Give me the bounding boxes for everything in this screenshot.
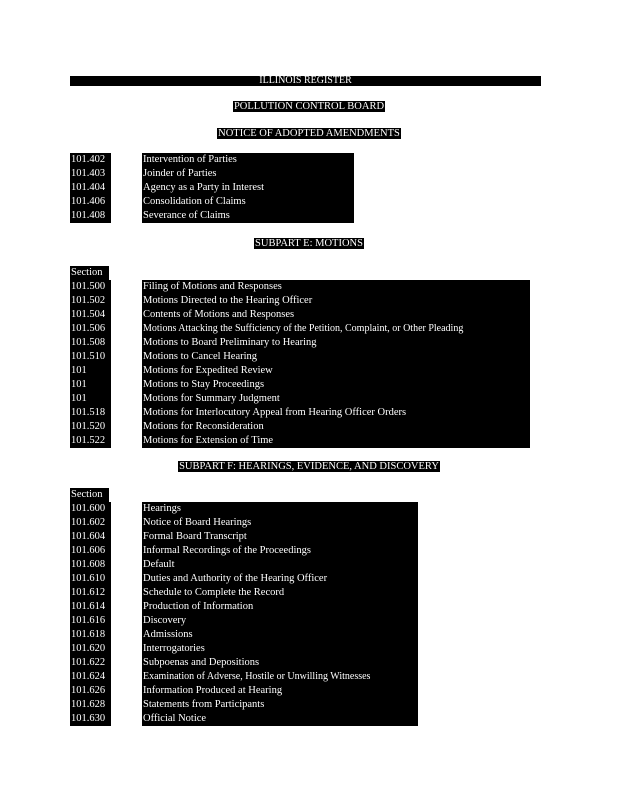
list-item: [70, 280, 282, 294]
list-item: [70, 656, 260, 670]
section-title: Hearings: [142, 502, 418, 516]
section-number: 101.616: [70, 614, 111, 628]
section-number: 101.520: [70, 420, 111, 434]
list-item: [70, 544, 311, 558]
section-number: 101.522: [70, 434, 111, 448]
section-number: 101.628: [70, 698, 111, 712]
section-number: 101.510: [70, 350, 111, 364]
section-number: 101.500: [70, 280, 111, 294]
section-title: Schedule to Complete the Record: [142, 586, 418, 600]
section-number: 101: [70, 364, 111, 378]
subpart-e-list: [70, 266, 464, 448]
list-item: [70, 350, 258, 364]
section-title: Statements from Participants: [142, 698, 418, 712]
section-title: Consolidation of Claims: [142, 195, 354, 209]
section-number: 101.604: [70, 530, 111, 544]
section-title: Motions for Extension of Time: [142, 434, 530, 448]
list-item: [70, 614, 187, 628]
section-number: 101.506: [70, 322, 111, 336]
section-title: Admissions: [142, 628, 418, 642]
section-title: Official Notice: [142, 712, 418, 726]
section-number: 101.602: [70, 516, 111, 530]
section-title: Discovery: [142, 614, 418, 628]
list-item: [70, 684, 283, 698]
subpart-e-heading-text: SUBPART E: MOTIONS: [255, 238, 363, 249]
list-item: [70, 406, 407, 420]
section-number: 101.624: [70, 670, 111, 684]
section-title: Subpoenas and Depositions: [142, 656, 418, 670]
section-number: 101.626: [70, 684, 111, 698]
section-title: Informal Recordings of the Proceedings: [142, 544, 418, 558]
list-item: [70, 420, 264, 434]
section-title: Formal Board Transcript: [142, 530, 418, 544]
section-number: 101.614: [70, 600, 111, 614]
section-number: 101.504: [70, 308, 111, 322]
section-number: 101.630: [70, 712, 111, 726]
section-title: Motions for Expedited Review: [142, 364, 530, 378]
list-item: [70, 670, 371, 684]
board-name: [0, 101, 618, 112]
section-number: 101.508: [70, 336, 111, 350]
section-title: Notice of Board Hearings: [142, 516, 418, 530]
list-item: [70, 530, 247, 544]
section-number: 101.518: [70, 406, 111, 420]
notice-title-text: NOTICE OF ADOPTED AMENDMENTS: [218, 128, 400, 139]
section-title: Motions for Reconsideration: [142, 420, 530, 434]
list-item: [70, 642, 205, 656]
section-title: Duties and Authority of the Hearing Officer: [142, 572, 418, 586]
list-item: [70, 516, 252, 530]
section-title: Filing of Motions and Responses: [142, 280, 530, 294]
list-item: [70, 600, 254, 614]
list-item: [70, 628, 193, 642]
section-title: Motions for Summary Judgment: [142, 392, 530, 406]
subpart-f-list: [70, 488, 371, 726]
section-number: 101.606: [70, 544, 111, 558]
subpart-e-heading: [0, 238, 618, 249]
section-title: Motions for Interlocutory Appeal from Hearing Officer Orders: [142, 406, 530, 420]
section-title: Motions Directed to the Hearing Officer: [142, 294, 530, 308]
section-number: 101.403: [70, 167, 111, 181]
section-number: 101.404: [70, 181, 111, 195]
section-title: Severance of Claims: [142, 209, 354, 223]
subpart-f-heading-text: SUBPART F: HEARINGS, EVIDENCE, AND DISCOVERY: [179, 461, 439, 472]
list-item: [70, 294, 313, 308]
section-number: 101.600: [70, 502, 111, 516]
section-number: 101.612: [70, 586, 111, 600]
list-item: [70, 502, 181, 516]
section-column-label: Section: [70, 488, 109, 502]
section-number: 101.408: [70, 209, 111, 223]
list-item: [70, 378, 265, 392]
list-item: [70, 712, 207, 726]
list-item: [70, 322, 464, 336]
list-item: [70, 434, 274, 448]
section-title: Information Produced at Hearing: [142, 684, 418, 698]
section-title: Contents of Motions and Responses: [142, 308, 530, 322]
section-number: 101.608: [70, 558, 111, 572]
section-number: 101.622: [70, 656, 111, 670]
section-title: Motions to Board Preliminary to Hearing: [142, 336, 530, 350]
section-column-label: Section: [70, 266, 109, 280]
section-number: 101.406: [70, 195, 111, 209]
section-number: 101.618: [70, 628, 111, 642]
board-name-text: POLLUTION CONTROL BOARD: [233, 101, 385, 112]
subpart-f-heading: [0, 461, 618, 472]
section-number: 101.502: [70, 294, 111, 308]
register-header: ILLINOIS REGISTER: [70, 76, 541, 86]
list-item: [70, 572, 328, 586]
section-title: Motions Attacking the Sufficiency of the Petition, Complaint, or Other Pleading: [142, 322, 530, 336]
section-title: Agency as a Party in Interest: [142, 181, 354, 195]
section-title: Examination of Adverse, Hostile or Unwilling Witnesses: [142, 670, 418, 684]
list-item: [70, 392, 280, 406]
section-title: Intervention of Parties: [142, 153, 354, 167]
section-number: 101.402: [70, 153, 111, 167]
list-item: [70, 364, 273, 378]
section-title: Joinder of Parties: [142, 167, 354, 181]
section-title: Production of Information: [142, 600, 418, 614]
section-number: 101.620: [70, 642, 111, 656]
section-title: Interrogatories: [142, 642, 418, 656]
notice-title: [0, 128, 618, 139]
list-item: [70, 698, 265, 712]
list-item: [70, 308, 295, 322]
section-number: 101: [70, 392, 111, 406]
list-item: [70, 336, 317, 350]
section-title: Default: [142, 558, 418, 572]
section-number: 101.610: [70, 572, 111, 586]
section-number: 101: [70, 378, 111, 392]
list-item: [70, 586, 285, 600]
section-title: Motions to Cancel Hearing: [142, 350, 530, 364]
list-item: [70, 558, 175, 572]
section-title: Motions to Stay Proceedings: [142, 378, 530, 392]
